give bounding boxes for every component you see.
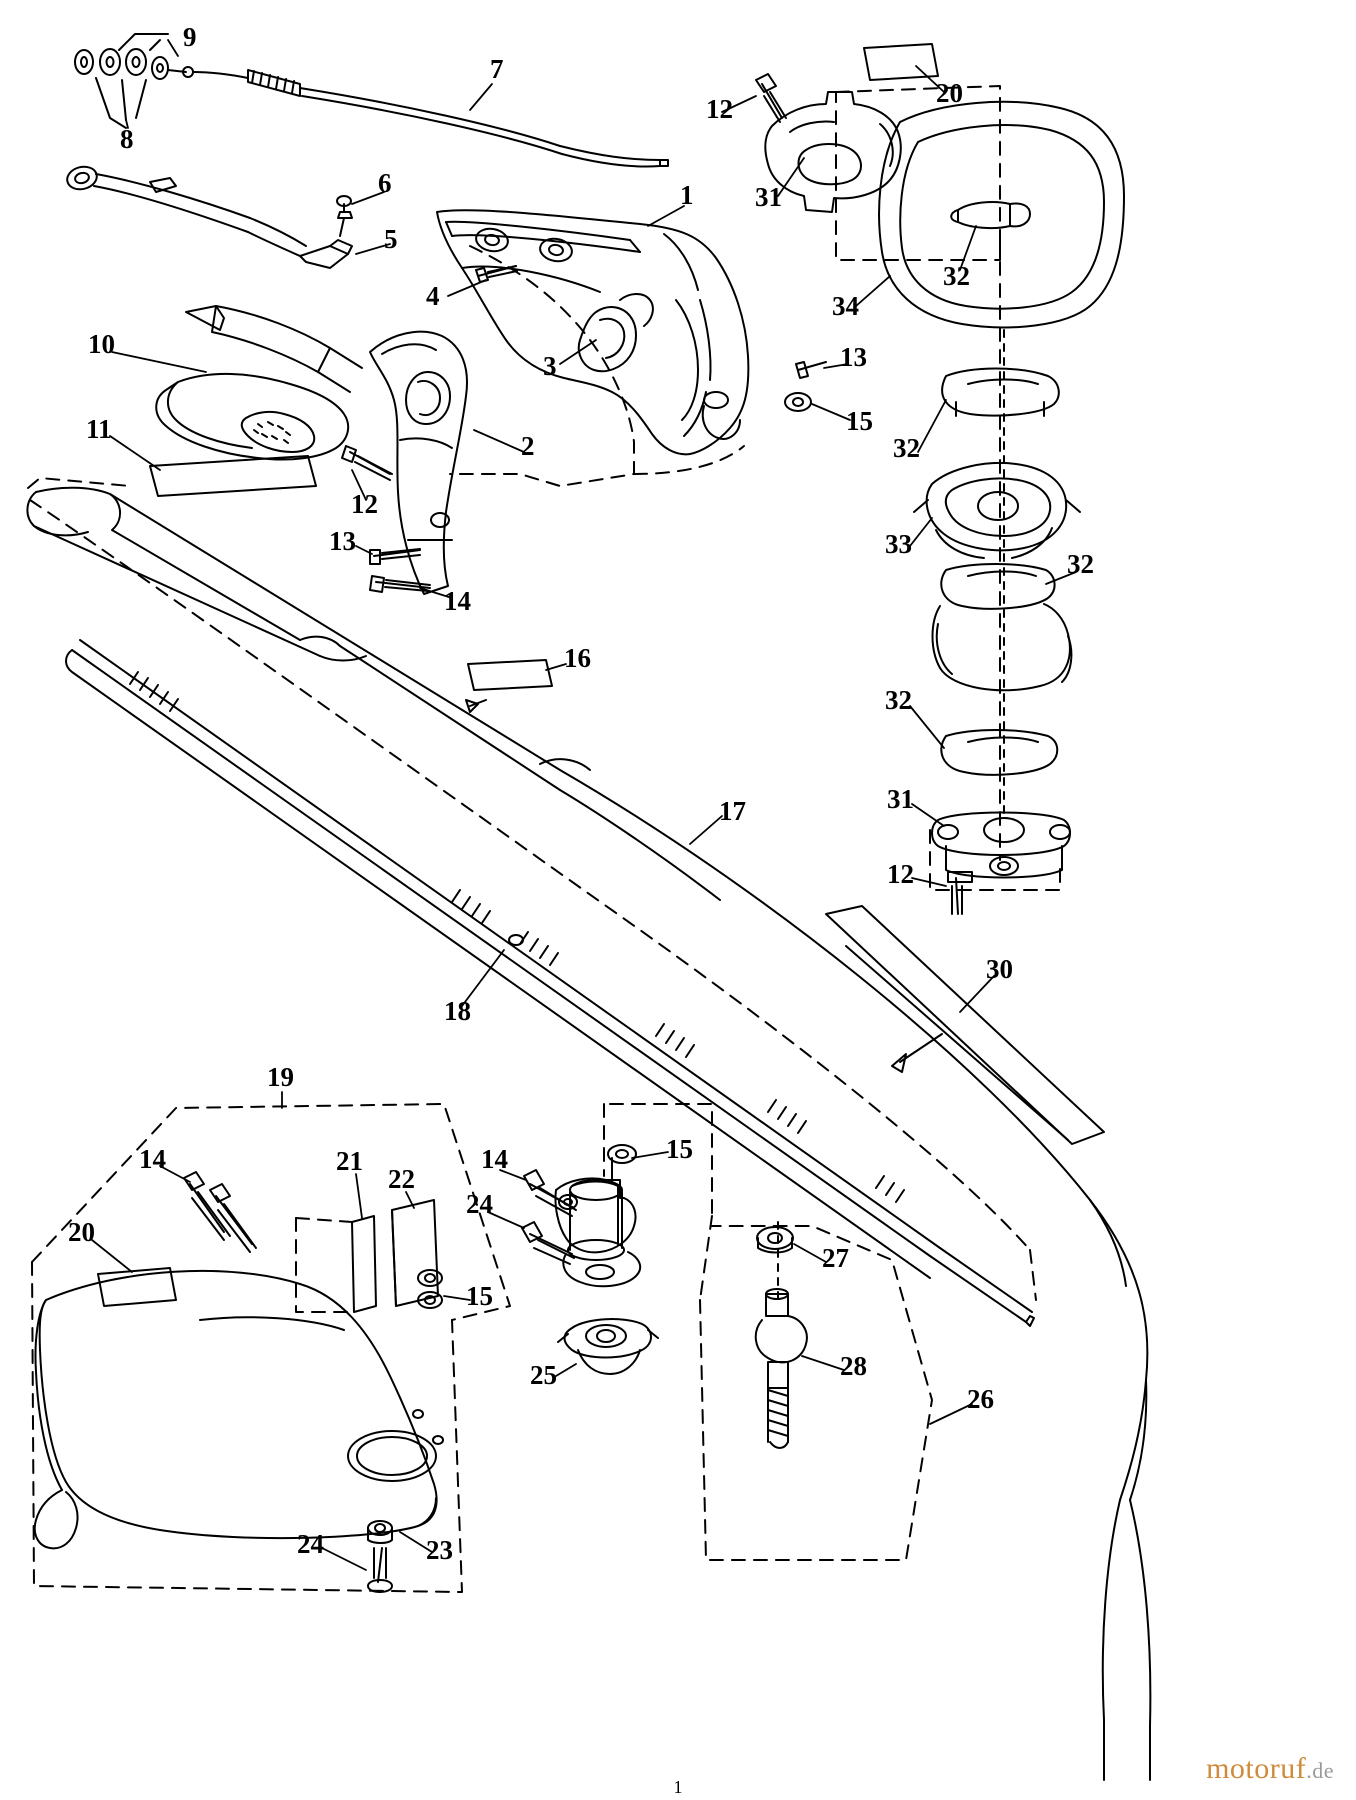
washer-stack-group <box>75 34 193 128</box>
watermark <box>1206 1752 1334 1786</box>
callout-13-b: 13 <box>329 526 356 556</box>
handle-grip-10 <box>156 306 362 460</box>
callout-14-b: 14 <box>139 1144 166 1174</box>
callout-20-bottom: 20 <box>68 1217 95 1247</box>
callout-12-b: 12 <box>351 489 378 519</box>
trigger-3 <box>579 307 636 371</box>
callout-2: 2 <box>521 431 535 461</box>
callout-31-b: 31 <box>887 784 914 814</box>
callout-20-upper: 20 <box>936 78 963 108</box>
callout-18: 18 <box>444 996 471 1026</box>
callout-8: 8 <box>120 124 134 154</box>
callout-1: 1 <box>680 180 694 210</box>
callout-24-b: 24 <box>297 1529 324 1559</box>
callout-13-a: 13 <box>840 342 867 372</box>
callout-9: 9 <box>183 22 197 52</box>
guard-19 <box>35 1271 443 1548</box>
throttle-cable-7 <box>193 70 668 167</box>
clamp-stack-right <box>914 369 1080 878</box>
callout-32-a: 32 <box>943 261 970 291</box>
label-16 <box>466 660 552 712</box>
callout-21: 21 <box>336 1146 363 1176</box>
callout-27: 27 <box>822 1243 849 1273</box>
screw-12-lower-right <box>948 872 972 914</box>
watermark-text: motoruf <box>1206 1752 1307 1785</box>
bolt-13-nut-15 <box>785 362 826 411</box>
loop-handle-34 <box>879 102 1124 328</box>
callout-31-upper: 31 <box>755 182 782 212</box>
callout-16: 16 <box>564 643 591 673</box>
callout-5: 5 <box>384 224 398 254</box>
callout-19: 19 <box>267 1062 294 1092</box>
shaft-tube-17 <box>27 488 1150 1780</box>
callout-14-c: 14 <box>481 1144 508 1174</box>
callout-4: 4 <box>426 281 440 311</box>
screw-14-lower <box>370 576 430 592</box>
callout-6: 6 <box>378 168 392 198</box>
callout-12-c: 12 <box>887 859 914 889</box>
callout-26: 26 <box>967 1384 994 1414</box>
callout-32-b: 32 <box>893 433 920 463</box>
callout-22: 22 <box>388 1164 415 1194</box>
callout-23: 23 <box>426 1535 453 1565</box>
callout-14-a: 14 <box>444 586 471 616</box>
callout-30: 30 <box>986 954 1013 984</box>
callout-15-a: 15 <box>846 406 873 436</box>
callout-33: 33 <box>885 529 912 559</box>
handle-housing-1 <box>437 210 748 454</box>
shim-11 <box>150 456 316 496</box>
callout-17: 17 <box>719 796 746 826</box>
ground-lead-5-6 <box>65 164 352 268</box>
callout-15-b: 15 <box>666 1134 693 1164</box>
label-30 <box>826 906 1104 1144</box>
callout-34: 34 <box>832 291 859 321</box>
callout-12-upper: 12 <box>706 94 733 124</box>
screw-24-guard <box>522 1222 574 1264</box>
callout-11: 11 <box>86 414 112 444</box>
label-20-upper <box>864 44 938 80</box>
callout-10: 10 <box>88 329 115 359</box>
screw-12-bracket <box>342 446 392 480</box>
screw-12-upper <box>756 74 786 122</box>
callout-15-c: 15 <box>466 1281 493 1311</box>
guard-dashed-outline <box>32 1104 932 1592</box>
bolt-28-nut-27 <box>756 1227 807 1448</box>
callout-32-c: 32 <box>1067 549 1094 579</box>
spindle-housing <box>555 1145 640 1286</box>
guard-plates-21-22 <box>352 1200 442 1312</box>
watermark-suffix: .de <box>1306 1758 1334 1783</box>
callout-24-a: 24 <box>466 1189 493 1219</box>
label-20-bottom <box>98 1268 176 1306</box>
screw-13-lower <box>370 549 420 564</box>
callout-32-d: 32 <box>885 685 912 715</box>
callout-3: 3 <box>543 351 557 381</box>
page-number: 1 <box>673 1777 683 1797</box>
callout-28: 28 <box>840 1351 867 1381</box>
callout-25: 25 <box>530 1360 557 1390</box>
callout-7: 7 <box>490 54 504 84</box>
